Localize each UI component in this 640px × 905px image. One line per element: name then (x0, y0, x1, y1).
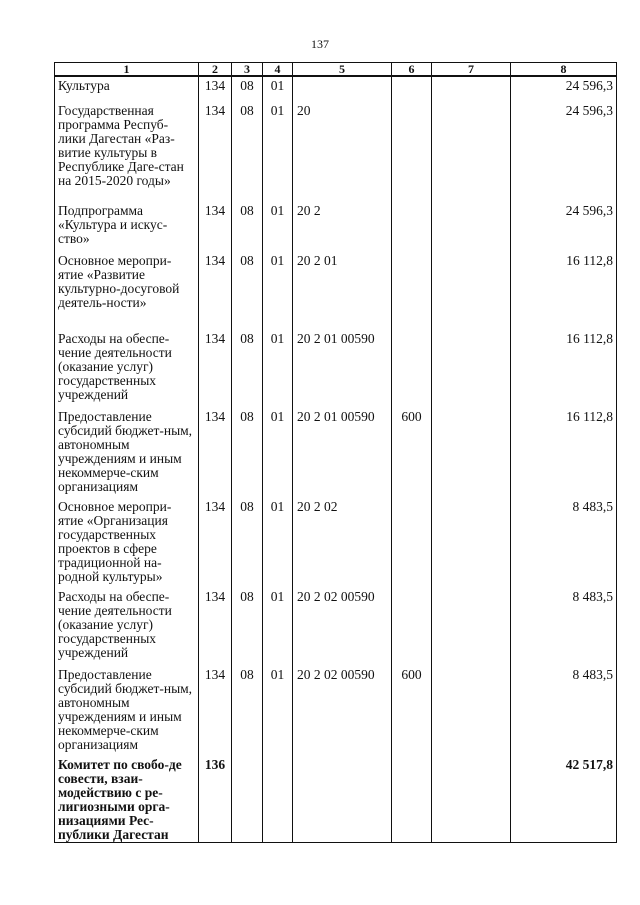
row-code-cell: 134 (199, 666, 232, 756)
row-target-cell: 20 (293, 102, 392, 202)
row-subsection-cell: 01 (263, 330, 293, 408)
page-number: 137 (311, 37, 329, 51)
row-subsection-cell: 01 (263, 76, 293, 102)
row-section-cell: 08 (232, 588, 263, 666)
table-row (55, 498, 617, 588)
row-amount-cell: 16 112,8 (511, 252, 617, 330)
row-code-cell: 134 (199, 202, 232, 252)
row-amount-cell: 24 596,3 (511, 76, 617, 102)
row-amount-cell: 16 112,8 (511, 330, 617, 408)
table-header-row (55, 63, 617, 77)
row-target-cell: 20 2 01 (293, 252, 392, 330)
row-expense-type-cell (392, 588, 432, 666)
row-amount-cell: 8 483,5 (511, 666, 617, 756)
row-target-cell: 20 2 02 00590 (293, 588, 392, 666)
row-amount-cell: 8 483,5 (511, 498, 617, 588)
row-expense-type-cell (392, 202, 432, 252)
column-header: 3 (232, 63, 263, 77)
row-section-cell: 08 (232, 498, 263, 588)
table-row (55, 408, 617, 498)
row-code-cell: 134 (199, 76, 232, 102)
row-expense-type-cell: 600 (392, 408, 432, 498)
row-name-cell: Расходы на обеспе-чение деятельности (оказание услуг) государственных учреждений (55, 588, 199, 666)
row-name-cell: Подпрограмма «Культура и искус-ство» (55, 202, 199, 252)
row-name-cell: Предоставление субсидий бюджет-ным, автономным учреждениям и иным некоммерче-ским организациям (55, 408, 199, 498)
row-expense-type-cell: 600 (392, 666, 432, 756)
row-col7-cell (432, 408, 511, 498)
table-row (55, 252, 617, 330)
row-target-cell (293, 76, 392, 102)
row-col7-cell (432, 330, 511, 408)
table-row (55, 330, 617, 408)
row-amount-cell: 42 517,8 (511, 756, 617, 843)
row-col7-cell (432, 588, 511, 666)
row-section-cell: 08 (232, 102, 263, 202)
row-target-cell: 20 2 01 00590 (293, 408, 392, 498)
column-header: 7 (432, 63, 511, 77)
row-col7-cell (432, 76, 511, 102)
row-target-cell: 20 2 01 00590 (293, 330, 392, 408)
row-target-cell: 20 2 02 (293, 498, 392, 588)
row-subsection-cell: 01 (263, 666, 293, 756)
row-subsection-cell: 01 (263, 498, 293, 588)
row-name-cell: Государственная программа Респуб-лики Дагестан «Раз-витие культуры в Республике Даге-стан на 2015-2020 годы» (55, 102, 199, 202)
row-subsection-cell: 01 (263, 588, 293, 666)
row-code-cell: 134 (199, 498, 232, 588)
row-section-cell (232, 756, 263, 843)
row-code-cell: 134 (199, 330, 232, 408)
row-name-cell: Культура (55, 76, 199, 102)
row-name-cell: Предоставление субсидий бюджет-ным, автономным учреждениям и иным некоммерче-ским организациям (55, 666, 199, 756)
column-header: 2 (199, 63, 232, 77)
row-section-cell: 08 (232, 408, 263, 498)
row-code-cell: 134 (199, 102, 232, 202)
table-row (55, 588, 617, 666)
row-amount-cell: 24 596,3 (511, 202, 617, 252)
row-name-cell: Основное меропри-ятие «Организация государственных проектов в сфере традиционной на-родной культуры» (55, 498, 199, 588)
row-subsection-cell: 01 (263, 202, 293, 252)
row-subsection-cell: 01 (263, 102, 293, 202)
row-code-cell: 134 (199, 252, 232, 330)
column-header: 1 (55, 63, 199, 77)
table-row (55, 102, 617, 202)
row-amount-cell: 8 483,5 (511, 588, 617, 666)
row-target-cell: 20 2 (293, 202, 392, 252)
row-name-cell: Расходы на обеспе-чение деятельности (оказание услуг) государственных учреждений (55, 330, 199, 408)
row-amount-cell: 24 596,3 (511, 102, 617, 202)
table-row (55, 202, 617, 252)
row-section-cell: 08 (232, 202, 263, 252)
row-col7-cell (432, 498, 511, 588)
row-amount-cell: 16 112,8 (511, 408, 617, 498)
row-code-cell: 134 (199, 408, 232, 498)
row-expense-type-cell (392, 252, 432, 330)
row-subsection-cell: 01 (263, 408, 293, 498)
column-header: 8 (511, 63, 617, 77)
row-subsection-cell (263, 756, 293, 843)
row-subsection-cell: 01 (263, 252, 293, 330)
column-header: 6 (392, 63, 432, 77)
row-col7-cell (432, 756, 511, 843)
row-section-cell: 08 (232, 330, 263, 408)
row-col7-cell (432, 102, 511, 202)
table-row (55, 76, 617, 102)
row-section-cell: 08 (232, 76, 263, 102)
column-header: 4 (263, 63, 293, 77)
table-row (55, 756, 617, 843)
row-name-cell: Комитет по свобо-де совести, взаи-модействию с ре-лигиозными орга-низациями Рес-публики Дагестан (55, 756, 199, 843)
row-expense-type-cell (392, 76, 432, 102)
row-expense-type-cell (392, 756, 432, 843)
row-col7-cell (432, 666, 511, 756)
row-code-cell: 134 (199, 588, 232, 666)
row-col7-cell (432, 252, 511, 330)
row-section-cell: 08 (232, 252, 263, 330)
row-col7-cell (432, 202, 511, 252)
table-row (55, 666, 617, 756)
row-target-cell (293, 756, 392, 843)
column-header: 5 (293, 63, 392, 77)
row-section-cell: 08 (232, 666, 263, 756)
row-expense-type-cell (392, 102, 432, 202)
budget-table (54, 62, 617, 843)
row-expense-type-cell (392, 330, 432, 408)
row-code-cell: 136 (199, 756, 232, 843)
row-expense-type-cell (392, 498, 432, 588)
row-target-cell: 20 2 02 00590 (293, 666, 392, 756)
row-name-cell: Основное меропри-ятие «Развитие культурно-досуговой деятель-ности» (55, 252, 199, 330)
